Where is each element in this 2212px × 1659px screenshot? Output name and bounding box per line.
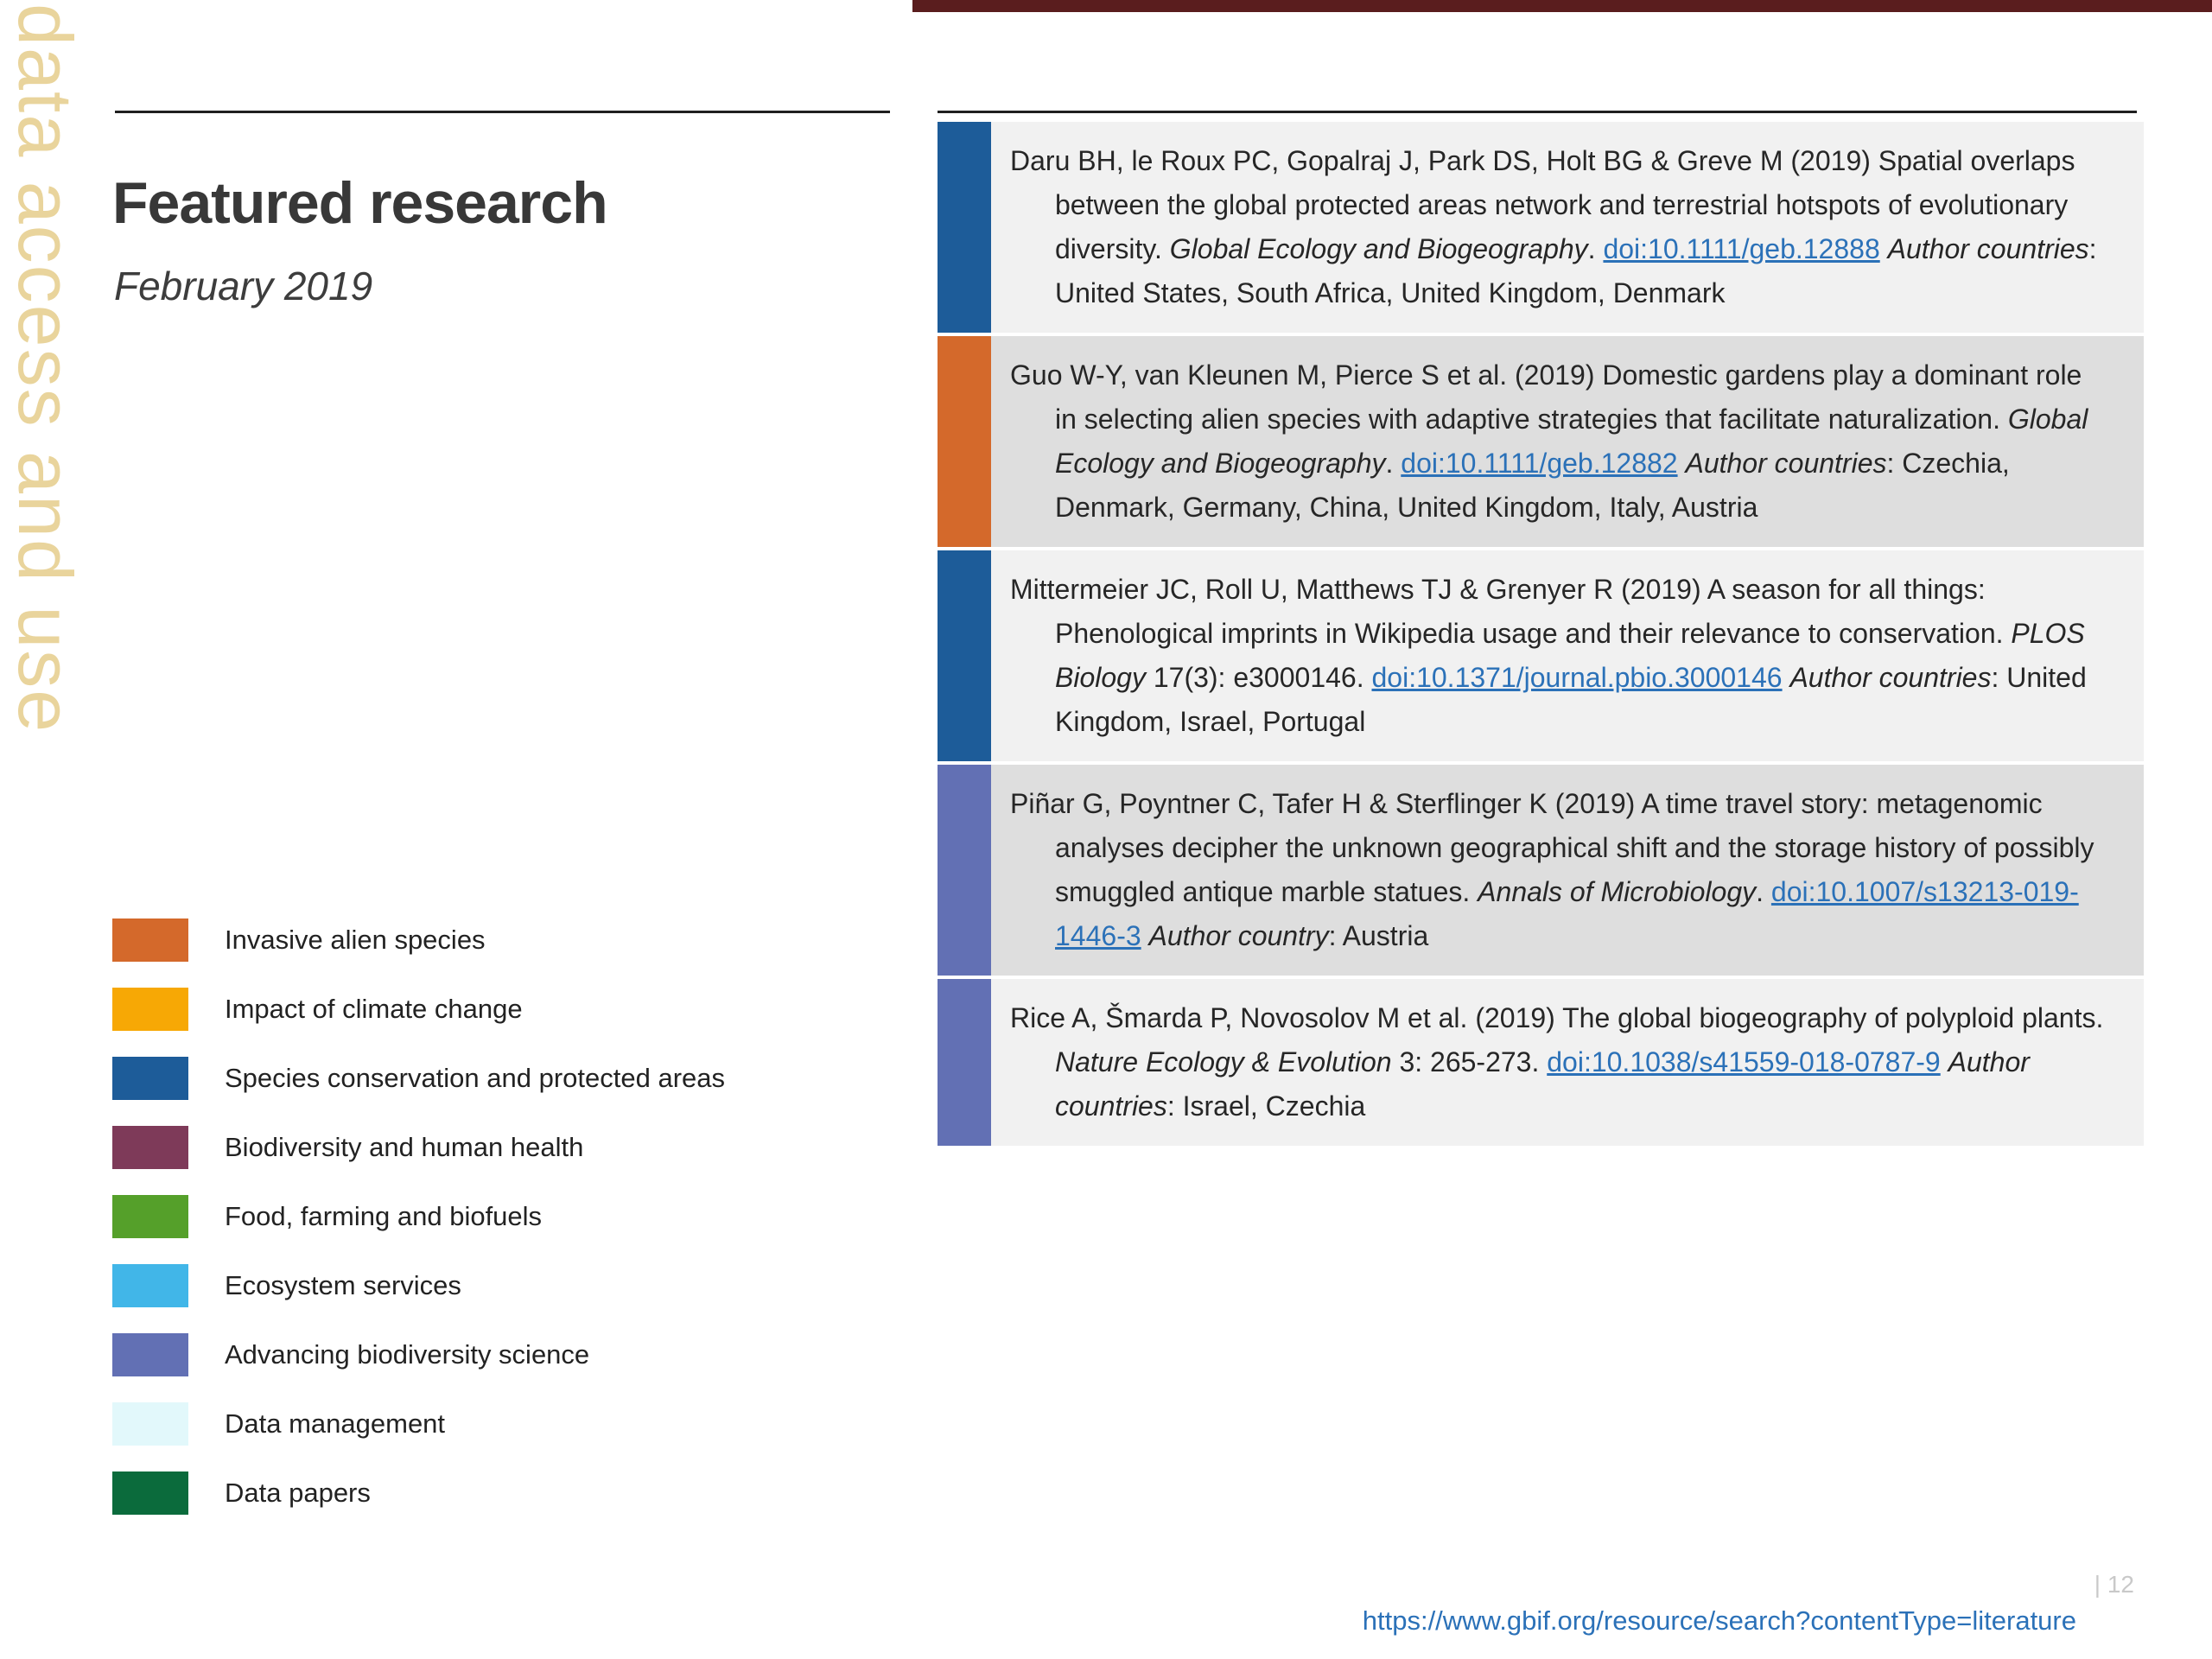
legend-swatch xyxy=(112,1333,188,1376)
legend-item xyxy=(112,1044,725,1113)
legend-label: Impact of climate change xyxy=(225,994,523,1024)
legend-label: Data papers xyxy=(225,1478,371,1508)
legend-swatch xyxy=(112,1471,188,1515)
legend-swatch xyxy=(112,1057,188,1100)
page-title: Featured research xyxy=(112,170,607,236)
citation-text: Rice A, Šmarda P, Novosolov M et al. (2019) The global biogeography of polyploid plants. xyxy=(1010,1002,2104,1033)
legend-item xyxy=(112,1459,725,1528)
category-color-bar xyxy=(938,979,991,1146)
legend-label: Advancing biodiversity science xyxy=(225,1339,590,1370)
legend-swatch xyxy=(112,988,188,1031)
italic-text: Global Ecology and Biogeography xyxy=(1055,404,2088,479)
legend-item xyxy=(112,1320,725,1389)
right-header-rule xyxy=(938,111,2137,113)
left-header-rule xyxy=(115,111,890,113)
doi-link[interactable]: doi:10.1371/journal.pbio.3000146 xyxy=(1371,662,1783,693)
citation-text: Mittermeier JC, Roll U, Matthews TJ & Grenyer R (2019) A season for all things: Phenological imprints in Wikipedia usage and their relevance to conservation. xyxy=(1010,574,2012,649)
reference-citation xyxy=(1010,353,2105,530)
italic-text: Annals of Microbiology xyxy=(1478,876,1757,907)
reference-citation xyxy=(1010,782,2105,958)
italic-text: Nature Ecology & Evolution xyxy=(1055,1046,1392,1077)
category-legend xyxy=(112,906,725,1528)
doi-link[interactable]: doi:10.1007/s13213-019-1446-3 xyxy=(1055,876,2079,951)
reference-body xyxy=(991,122,2144,333)
citation-text xyxy=(1880,233,1888,264)
legend-swatch xyxy=(112,1126,188,1169)
citation-text: : United Kingdom, Israel, Portugal xyxy=(1055,662,2087,737)
doi-link[interactable]: doi:10.1111/geb.12888 xyxy=(1603,233,1880,264)
category-color-bar xyxy=(938,765,991,976)
legend-label: Invasive alien species xyxy=(225,925,486,955)
italic-text: Author countries xyxy=(1685,448,1887,479)
reference-item xyxy=(938,765,2144,976)
reference-citation xyxy=(1010,996,2105,1128)
italic-text: Author countries xyxy=(1055,1046,2030,1122)
citation-text: 3: 265-273. xyxy=(1391,1046,1548,1077)
doi-link[interactable]: doi:10.1038/s41559-018-0787-9 xyxy=(1547,1046,1941,1077)
reference-item xyxy=(938,979,2144,1146)
citation-text: Daru BH, le Roux PC, Gopalraj J, Park DS, Holt BG & Greve M (2019) Spatial overlaps between the global protected areas network and terrestrial hotspots of evolutionary diversity. xyxy=(1010,145,2075,264)
italic-text: PLOS Biology xyxy=(1055,618,2085,693)
legend-label: Species conservation and protected areas xyxy=(225,1063,726,1093)
legend-label: Food, farming and biofuels xyxy=(225,1201,543,1231)
legend-item xyxy=(112,1251,725,1320)
legend-swatch xyxy=(112,918,188,962)
italic-text: Global Ecology and Biogeography xyxy=(1169,233,1588,264)
citation-text: : United States, South Africa, United Kingdom, Denmark xyxy=(1055,233,2097,308)
top-accent-bar xyxy=(912,0,2212,12)
citation-text: 17(3): e3000146. xyxy=(1145,662,1372,693)
category-color-bar xyxy=(938,336,991,547)
legend-item xyxy=(112,975,725,1044)
legend-item xyxy=(112,1113,725,1182)
reference-body xyxy=(991,336,2144,547)
reference-body xyxy=(991,979,2144,1146)
category-color-bar xyxy=(938,122,991,333)
legend-swatch xyxy=(112,1264,188,1307)
italic-text: Author countries xyxy=(1789,662,1992,693)
reference-citation xyxy=(1010,139,2105,315)
legend-item xyxy=(112,1182,725,1251)
page-number: | 12 xyxy=(2094,1571,2134,1598)
reference-item xyxy=(938,336,2144,547)
sidebar-vertical-text: data access and use xyxy=(3,3,88,734)
reference-body xyxy=(991,765,2144,976)
reference-item xyxy=(938,122,2144,333)
legend-swatch xyxy=(112,1402,188,1446)
citation-text: : Israel, Czechia xyxy=(1166,1090,1366,1122)
legend-label: Ecosystem services xyxy=(225,1270,461,1300)
citation-text: : Austria xyxy=(1328,920,1429,951)
legend-label: Data management xyxy=(225,1408,446,1439)
reference-item xyxy=(938,550,2144,761)
legend-swatch xyxy=(112,1195,188,1238)
page-subtitle: February 2019 xyxy=(114,264,373,308)
category-color-bar xyxy=(938,550,991,761)
citation-text: . xyxy=(1587,233,1604,264)
reference-list xyxy=(938,122,2144,1146)
footer-link[interactable]: https://www.gbif.org/resource/search?contentType=literature xyxy=(1362,1605,2076,1636)
legend-item xyxy=(112,1389,725,1459)
citation-text: . xyxy=(1756,876,1771,907)
reference-citation xyxy=(1010,568,2105,744)
italic-text: Author country xyxy=(1148,920,1329,951)
citation-text: . xyxy=(1385,448,1402,479)
citation-text: Piñar G, Poyntner C, Tafer H & Sterflinger K (2019) A time travel story: metagenomic analyses decipher the unknown geographical shift and the storage history of possibly smuggled antique marble statues. xyxy=(1010,788,2094,907)
citation-text: : Czechia, Denmark, Germany, China, United Kingdom, Italy, Austria xyxy=(1055,448,2010,523)
citation-text xyxy=(1941,1046,1948,1077)
legend-item xyxy=(112,906,725,975)
doi-link[interactable]: doi:10.1111/geb.12882 xyxy=(1401,448,1678,479)
reference-body xyxy=(991,550,2144,761)
italic-text: Author countries xyxy=(1887,233,2089,264)
citation-text xyxy=(1141,920,1149,951)
citation-text: Guo W-Y, van Kleunen M, Pierce S et al. (2019) Domestic gardens play a dominant role in selecting alien species with adaptive strategies that facilitate naturalization. xyxy=(1010,359,2082,435)
legend-label: Biodiversity and human health xyxy=(225,1132,584,1162)
